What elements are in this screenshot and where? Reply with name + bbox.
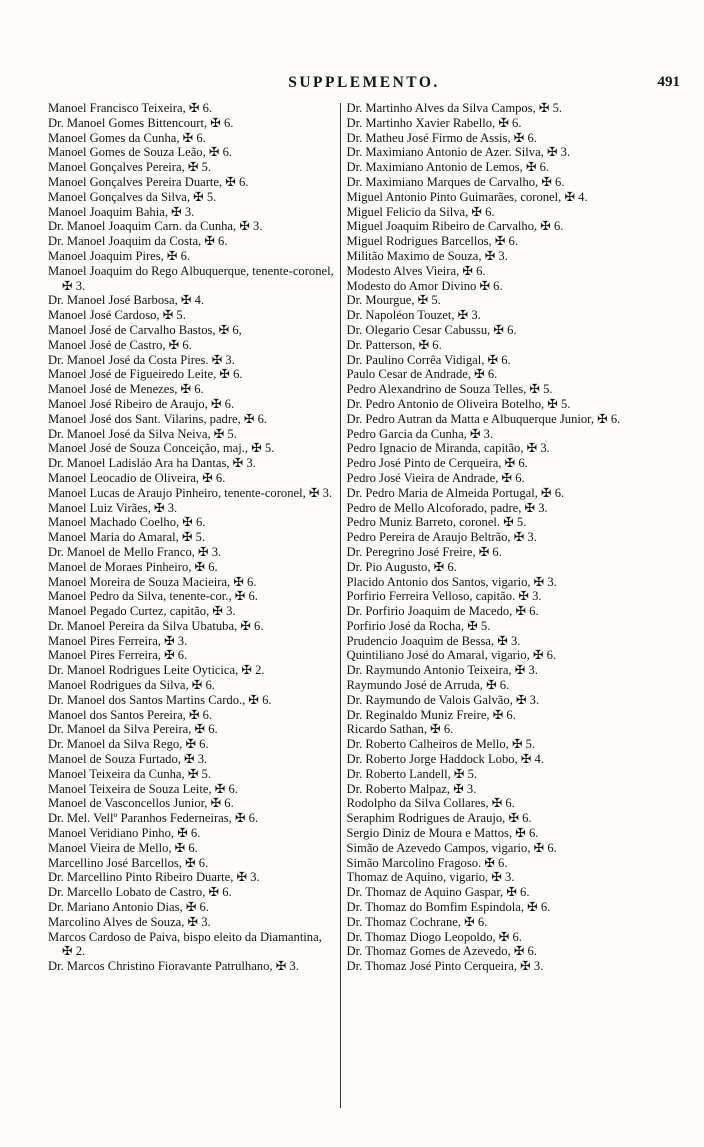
- list-entry: Dr. Manoel Joaquim da Costa, ✠ 6.: [48, 234, 228, 249]
- list-entry: Dr. Pio Augusto, ✠ 6.: [346, 559, 457, 574]
- list-entry: Dr. Reginaldo Muniz Freire, ✠ 6.: [346, 707, 516, 722]
- list-entry: Dr. Patterson, ✠ 6.: [346, 337, 442, 352]
- list-entry: Dr. Manoel Rodrigues Leite Oyticica, ✠ 2.: [48, 663, 265, 678]
- list-entry: Dr. Manoel José Barbosa, ✠ 4.: [48, 293, 205, 308]
- list-entry: Manoel José dos Sant. Vilarins, padre, ✠ 6.: [48, 411, 268, 426]
- list-entry: Simão Marcolino Fragoso. ✠ 6.: [346, 855, 508, 870]
- list-entry: Manoel Francisco Teixeira, ✠ 6.: [48, 101, 213, 115]
- two-column-list: [48, 101, 680, 1108]
- list-entry: Miguel Rodrigues Barcellos, ✠ 6.: [346, 234, 518, 249]
- list-entry: Placido Antonio dos Santos, vigario, ✠ 3.: [346, 574, 557, 589]
- list-entry: Manoel Teixeira da Cunha, ✠ 5.: [48, 766, 211, 781]
- list-entry: Manoel Teixeira de Souza Leite, ✠ 6.: [48, 781, 238, 796]
- list-entry: Manoel Leocadio de Oliveira, ✠ 6.: [48, 470, 226, 485]
- list-entry: Militão Maximo de Souza, ✠ 3.: [346, 248, 508, 263]
- list-entry: Manoel Joaquim do Rego Albuquerque, tenente-coronel, ✠ 3.: [48, 263, 334, 293]
- list-entry: Dr. Marcos Christino Fioravante Patrulhano, ✠ 3.: [48, 959, 299, 974]
- list-entry: Miguel Joaquim Ribeiro de Carvalho, ✠ 6.: [346, 219, 564, 234]
- list-entry: Porfirio Ferreira Velloso, capitão. ✠ 3.: [346, 589, 542, 604]
- list-entry: Manoel José Ribeiro de Araujo, ✠ 6.: [48, 396, 235, 411]
- list-entry: Modesto Alves Vieira, ✠ 6.: [346, 263, 486, 278]
- list-entry: Rodolpho da Silva Collares, ✠ 6.: [346, 796, 515, 811]
- list-entry: Miguel Felicio da Silva, ✠ 6.: [346, 204, 495, 219]
- list-entry: Dr. Maximiano Antonio de Azer. Silva, ✠ 3.: [346, 145, 571, 160]
- list-entry: Modesto do Amor Divino ✠ 6.: [346, 278, 503, 293]
- list-entry: Dr. Marcello Lobato de Castro, ✠ 6.: [48, 885, 232, 900]
- list-entry: Manoel de Moraes Pinheiro, ✠ 6.: [48, 559, 218, 574]
- list-entry: Thomaz de Aquino, vigario, ✠ 3.: [346, 870, 515, 885]
- list-entry: Porfirio José da Rocha, ✠ 5.: [346, 618, 491, 633]
- list-entry: Manoel de Vasconcellos Junior, ✠ 6.: [48, 796, 234, 811]
- list-entry: Dr. Manoel Gomes Bittencourt, ✠ 6.: [48, 115, 234, 130]
- list-entry: Manoel José de Souza Conceição, maj., ✠ 5.: [48, 441, 275, 456]
- list-entry: Dr. Raymundo Antonio Teixeira, ✠ 3.: [346, 663, 538, 678]
- list-entry: Manoel Gonçalves Pereira, ✠ 5.: [48, 160, 212, 175]
- list-entry: Quintiliano José do Amaral, vigario, ✠ 6.: [346, 648, 557, 663]
- list-entry: Manoel Gonçalves Pereira Duarte, ✠ 6.: [48, 174, 249, 189]
- list-entry: Manoel Vieira de Mello, ✠ 6.: [48, 840, 198, 855]
- list-entry: Dr. Napoléon Touzet, ✠ 3.: [346, 308, 481, 323]
- list-entry: Dr. Roberto Landell, ✠ 5.: [346, 766, 478, 781]
- list-entry: Manoel Joaquim Bahia, ✠ 3.: [48, 204, 195, 219]
- list-entry: Seraphim Rodrigues de Araujo, ✠ 6.: [346, 811, 532, 826]
- list-entry: Manoel José de Figueiredo Leite, ✠ 6.: [48, 367, 243, 382]
- list-entry: Manoel Luiz Virães, ✠ 3.: [48, 500, 178, 515]
- list-entry: Dr. Manoel da Silva Rego, ✠ 6.: [48, 737, 209, 752]
- list-entry: Dr. Matheu José Firmo de Assis, ✠ 6.: [346, 130, 537, 145]
- list-entry: Sergio Diniz de Moura e Mattos, ✠ 6.: [346, 826, 539, 841]
- list-entry: Dr. Pedro Autran da Matta e Albuquerque Junior, ✠ 6.: [346, 411, 621, 426]
- list-entry: Dr. Thomaz de Aquino Gaspar, ✠ 6.: [346, 885, 530, 900]
- list-entry: Dr. Manoel Ladisláo Ara ha Dantas, ✠ 3.: [48, 456, 256, 471]
- list-entry: Manoel José de Menezes, ✠ 6.: [48, 382, 204, 397]
- running-title: SUPPLEMENTO.: [288, 74, 440, 91]
- list-entry: Dr. Manoel de Mello Franco, ✠ 3.: [48, 544, 222, 559]
- list-entry: Dr. Pedro Maria de Almeida Portugal, ✠ 6.: [346, 485, 565, 500]
- list-entry: Manoel Pedro da Silva, tenente-cor., ✠ 6.: [48, 589, 258, 604]
- list-entry: Manoel José de Castro, ✠ 6.: [48, 337, 192, 352]
- list-entry: Manoel Rodrigues da Silva, ✠ 6.: [48, 678, 215, 693]
- list-entry: Pedro de Mello Alcoforado, padre, ✠ 3.: [346, 500, 548, 515]
- list-entry: Pedro Garcia da Cunha, ✠ 3.: [346, 426, 494, 441]
- list-entry: Dr. Thomaz José Pinto Cerqueira, ✠ 3.: [346, 959, 544, 974]
- list-entry: Dr. Manoel José da Silva Neiva, ✠ 5.: [48, 426, 237, 441]
- list-entry: Manoel Joaquim Pires, ✠ 6.: [48, 248, 191, 263]
- list-entry: Dr. Maximiano Marques de Carvalho, ✠ 6.: [346, 174, 565, 189]
- list-entry: Pedro Pereira de Araujo Beltrão, ✠ 3.: [346, 530, 537, 545]
- list-entry: Pedro Alexandrino de Souza Telles, ✠ 5.: [346, 382, 553, 397]
- list-entry: Manoel Gomes de Souza Leão, ✠ 6.: [48, 145, 233, 160]
- list-entry: Paulo Cesar de Andrade, ✠ 6.: [346, 367, 498, 382]
- list-entry: Ricardo Sathan, ✠ 6.: [346, 722, 454, 737]
- list-entry: Dr. Roberto Jorge Haddock Lobo, ✠ 4.: [346, 752, 544, 767]
- list-entry: Manoel Pegado Curtez, capitão, ✠ 3.: [48, 604, 236, 619]
- list-entry: Dr. Mariano Antonio Dias, ✠ 6.: [48, 900, 209, 915]
- list-entry: Dr. Martinho Alves da Silva Campos, ✠ 5.: [346, 101, 563, 115]
- list-entry: Manoel Lucas de Araujo Pinheiro, tenente-coronel, ✠ 3.: [48, 485, 333, 500]
- list-entry: Manoel José de Carvalho Bastos, ✠ 6,: [48, 322, 242, 337]
- list-entry: Dr. Manoel da Silva Pereira, ✠ 6.: [48, 722, 218, 737]
- list-entry: Dr. Porfirio Joaquim de Macedo, ✠ 6.: [346, 604, 539, 619]
- right-column: [341, 101, 680, 1108]
- page-number: 491: [657, 74, 680, 90]
- list-entry: Dr. Martinho Xavier Rabello, ✠ 6.: [346, 115, 522, 130]
- list-entry: Dr. Olegario Cesar Cabussu, ✠ 6.: [346, 322, 517, 337]
- list-entry: Dr. Roberto Malpaz, ✠ 3.: [346, 781, 477, 796]
- list-entry: Manoel Maria do Amaral, ✠ 5.: [48, 530, 206, 545]
- list-entry: Manoel Pires Ferreira, ✠ 6.: [48, 648, 188, 663]
- list-entry: Dr. Peregrino José Freire, ✠ 6.: [346, 544, 502, 559]
- list-entry: Marcolino Alves de Souza, ✠ 3.: [48, 914, 211, 929]
- list-entry: Manoel Pires Ferreira, ✠ 3.: [48, 633, 188, 648]
- list-entry: Manoel Moreira de Souza Macieira, ✠ 6.: [48, 574, 257, 589]
- list-entry: Dr. Thomaz do Bomfim Espindola, ✠ 6.: [346, 900, 551, 915]
- list-entry: Simão de Azevedo Campos, vigario, ✠ 6.: [346, 840, 557, 855]
- left-column: [48, 101, 340, 1108]
- list-entry: Dr. Mel. Vellº Paranhos Federneiras, ✠ 6.: [48, 811, 259, 826]
- list-entry: Dr. Manoel José da Costa Pires. ✠ 3.: [48, 352, 235, 367]
- list-entry: Dr. Marcellino Pinto Ribeiro Duarte, ✠ 3.: [48, 870, 260, 885]
- list-entry: Dr. Paulino Corrêa Vidigal, ✠ 6.: [346, 352, 511, 367]
- page-header: [48, 74, 680, 98]
- list-entry: Dr. Maximiano Antonio de Lemos, ✠ 6.: [346, 160, 550, 175]
- list-entry: Dr. Pedro Antonio de Oliveira Botelho, ✠ 5.: [346, 396, 571, 411]
- list-entry: Dr. Manoel Pereira da Silva Ubatuba, ✠ 6.: [48, 618, 264, 633]
- list-entry: Manoel de Souza Furtado, ✠ 3.: [48, 752, 208, 767]
- list-entry: Marcellino José Barcellos, ✠ 6.: [48, 855, 209, 870]
- list-entry: Pedro José Vieira de Andrade, ✠ 6.: [346, 470, 525, 485]
- list-entry: Manoel Gomes da Cunha, ✠ 6.: [48, 130, 206, 145]
- list-entry: Dr. Manoel dos Santos Martins Cardo., ✠ 6.: [48, 692, 272, 707]
- list-entry: Manoel José Cardoso, ✠ 5.: [48, 308, 186, 323]
- list-entry: Raymundo José de Arruda, ✠ 6.: [346, 678, 510, 693]
- list-entry: Dr. Roberto Calheiros de Mello, ✠ 5.: [346, 737, 536, 752]
- list-entry: Marcos Cardoso de Paiva, bispo eleito da Diamantina, ✠ 2.: [48, 929, 322, 959]
- list-entry: Manoel Gonçalves da Silva, ✠ 5.: [48, 189, 217, 204]
- list-entry: Dr. Manoel Joaquim Carn. da Cunha, ✠ 3.: [48, 219, 263, 234]
- list-entry: Pedro Muniz Barreto, coronel. ✠ 5.: [346, 515, 527, 530]
- list-entry: Pedro José Pinto de Cerqueira, ✠ 6.: [346, 456, 528, 471]
- list-entry: Dr. Thomaz Cochrane, ✠ 6.: [346, 914, 488, 929]
- list-entry: Manoel Veridiano Pinho, ✠ 6.: [48, 826, 201, 841]
- list-entry: Dr. Thomaz Diogo Leopoldo, ✠ 6.: [346, 929, 522, 944]
- list-entry: Pedro Ignacio de Miranda, capitão, ✠ 3.: [346, 441, 550, 456]
- list-entry: Dr. Mourgue, ✠ 5.: [346, 293, 441, 308]
- list-entry: Manoel dos Santos Pereira, ✠ 6.: [48, 707, 213, 722]
- list-entry: Dr. Raymundo de Valois Galvão, ✠ 3.: [346, 692, 540, 707]
- list-entry: Prudencio Joaquim de Bessa, ✠ 3.: [346, 633, 521, 648]
- list-entry: Dr. Thomaz Gomes de Azevedo, ✠ 6.: [346, 944, 537, 959]
- list-entry: Miguel Antonio Pinto Guimarães, coronel, ✠ 4.: [346, 189, 588, 204]
- list-entry: Manoel Machado Coelho, ✠ 6.: [48, 515, 206, 530]
